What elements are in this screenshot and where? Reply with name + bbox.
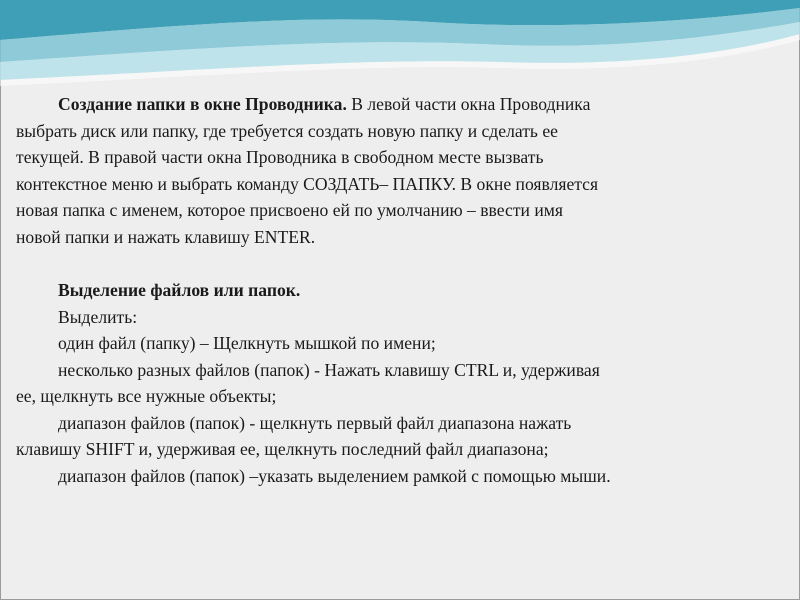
section2-heading: Выделение файлов или папок. [58, 280, 301, 300]
section1-first-line [16, 91, 786, 118]
section1-line: выбрать диск или папку, где требуется создать новую папку и сделать ее [16, 120, 558, 141]
section1-line: новая папка с именем, которое присвоено ей по умолчанию – ввести имя [16, 200, 563, 220]
section1-line1-text: В левой части окна Проводника [346, 94, 591, 114]
selection-item-multiple-cont: ее, щелкнуть все нужные объекты; [16, 386, 277, 406]
selection-item-range-shift-cont: клавишу SHIFT и, удерживая ее, щелкнуть последний файл диапазона; [16, 439, 549, 459]
wave-header-decoration [0, 0, 800, 95]
section1-line: текущей. В правой части окна Проводника в свободном месте вызвать [16, 147, 544, 167]
selection-item-single: один файл (папку) – Щелкнуть мышкой по имени; [58, 333, 436, 353]
selection-item-range-shift: диапазон файлов (папок) - щелкнуть первый файл диапазона нажать [58, 412, 572, 433]
selection-item-multiple: несколько разных файлов (папок) - Нажать клавишу CTRL и, удерживая [58, 359, 600, 380]
paragraph-spacer [16, 250, 786, 277]
section1-line: новой папки и нажать клавишу ENTER. [16, 226, 316, 247]
section2-intro: Выделить: [58, 306, 138, 327]
section1-line: контекстное меню и выбрать команду СОЗДАТЬ– ПАПКУ. В окне появляется [16, 173, 599, 194]
section1-heading: Создание папки в окне Проводника. [58, 94, 347, 114]
selection-item-range-frame: диапазон файлов (папок) –указать выделением рамкой с помощью мыши. [58, 465, 611, 486]
slide-body [16, 91, 786, 489]
